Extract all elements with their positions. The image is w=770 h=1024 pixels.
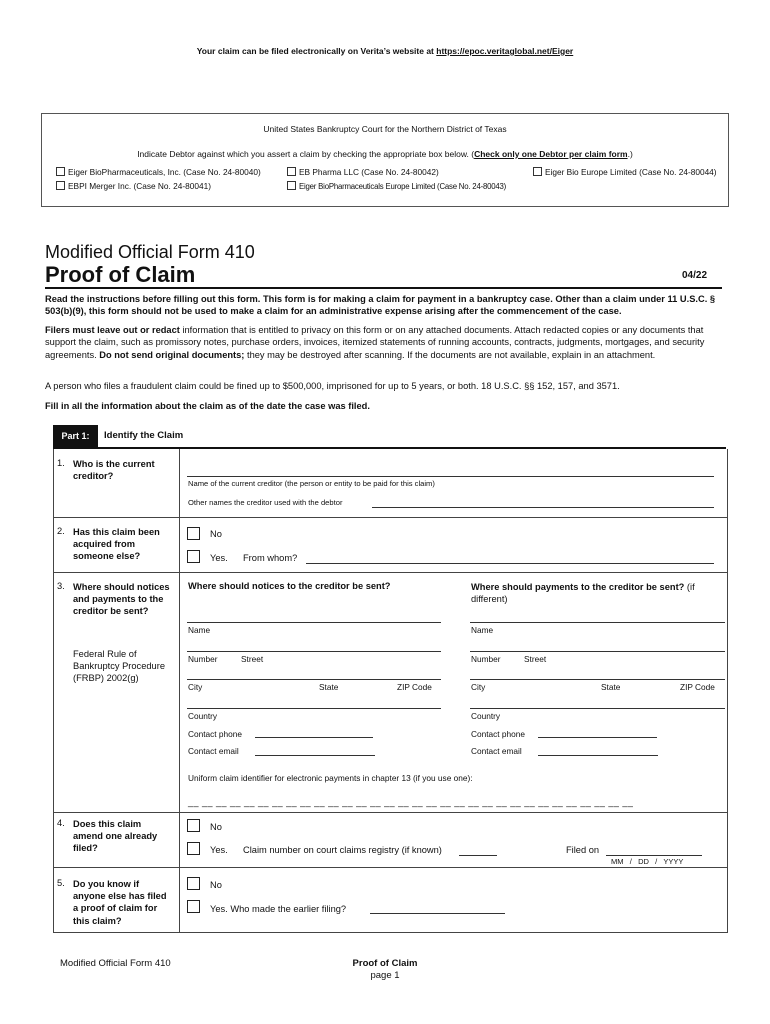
form-version-date: 04/22 bbox=[682, 270, 708, 281]
payments-heading-note: (if different) bbox=[471, 582, 695, 605]
other-filing-no-label: No bbox=[210, 880, 222, 890]
acquired-yes-checkbox[interactable] bbox=[187, 550, 200, 563]
instructions-intro: Read the instructions before filling out this form. This form is for making a claim for payment in a bankruptcy case. Other than a claim under 11 U.S.C. § 503(b)(9), this form should not be used to make a claim for an administrative expense arising after the commencement of the case. bbox=[45, 294, 716, 317]
notice-email-label: Contact email bbox=[188, 746, 239, 756]
notice-name-label: Name bbox=[188, 625, 211, 635]
footer-form-name: Modified Official Form 410 bbox=[60, 958, 171, 969]
form-subtitle: Modified Official Form 410 bbox=[45, 242, 255, 262]
fill-instruction: Fill in all the information about the claim as of the date the case was filed. bbox=[45, 401, 370, 411]
uci-field[interactable]: __ __ __ __ __ __ __ __ __ __ __ __ __ __ __ __ __ __ __ __ __ __ __ __ __ __ __ __ __ __ __ __ bbox=[188, 797, 634, 807]
debtor-instruction bbox=[42, 149, 728, 159]
debtor-label: Eiger Bio Europe Limited (Case No. 24-80044) bbox=[545, 167, 717, 177]
notice-name-field[interactable] bbox=[187, 622, 441, 623]
filing-website-link[interactable]: https://epoc.veritaglobal.net/Eiger bbox=[436, 46, 574, 56]
payment-city-label: City bbox=[471, 682, 486, 692]
filed-on-label: Filed on bbox=[566, 845, 600, 855]
other-filing-yes-checkbox[interactable] bbox=[187, 900, 200, 913]
payment-email-field[interactable] bbox=[538, 755, 658, 756]
other-names-label: Other names the creditor used with the debtor bbox=[188, 498, 343, 507]
notice-state-label: State bbox=[319, 682, 339, 692]
payment-street-field[interactable] bbox=[470, 651, 725, 652]
payment-city-field[interactable] bbox=[470, 679, 725, 680]
debtor-option-eb-pharma[interactable] bbox=[287, 167, 439, 177]
payment-state-label: State bbox=[601, 682, 621, 692]
question-number: 2. bbox=[57, 526, 65, 536]
debtor-label: Eiger BioPharmaceuticals Europe Limited (Case No. 24-80043) bbox=[299, 182, 507, 191]
notice-street-label: Street bbox=[241, 654, 264, 664]
payment-country-label: Country bbox=[471, 711, 501, 721]
footer-title: Proof of Claim bbox=[352, 958, 418, 969]
question-other-filing: Do you know if anyone else has filed a proof of claim for this claim? bbox=[73, 879, 167, 926]
page-number: page 1 bbox=[370, 970, 400, 981]
privacy-emphasis: Filers must leave out or redact bbox=[45, 325, 180, 335]
other-filing-no-checkbox[interactable] bbox=[187, 877, 200, 890]
earlier-filer-field[interactable] bbox=[370, 913, 505, 914]
row-separator bbox=[53, 517, 728, 518]
debtor-label: Eiger BioPharmaceuticals, Inc. (Case No. 24-80040) bbox=[68, 167, 261, 177]
frbp-rule-reference: Federal Rule of Bankruptcy Procedure (FRBP) 2002(g) bbox=[73, 649, 165, 684]
notice-email-field[interactable] bbox=[255, 755, 375, 756]
other-names-field[interactable] bbox=[372, 507, 714, 508]
checkbox-icon[interactable] bbox=[533, 167, 542, 176]
notice-city-field[interactable] bbox=[187, 679, 441, 680]
question-number: 5. bbox=[57, 878, 65, 888]
privacy-text: information that is entitled to privacy on this form or on any attached documents. Attach redacted copies or any documents that support the claim, such as promissory notes, purchase orders, invoices, itemized statements of running accounts, contracts, judgments, mortgages, and security agreements. bbox=[45, 325, 705, 360]
original-docs-warning: Do not send original documents; bbox=[99, 349, 245, 360]
notice-phone-label: Contact phone bbox=[188, 729, 242, 739]
creditor-name-field[interactable] bbox=[187, 476, 714, 477]
part-1-title: Identify the Claim bbox=[104, 430, 184, 441]
checkbox-icon[interactable] bbox=[287, 167, 296, 176]
notice-city-label: City bbox=[188, 682, 203, 692]
uci-label: Uniform claim identifier for electronic payments in chapter 13 (if you use one): bbox=[188, 773, 473, 783]
notice-zip-label: ZIP Code bbox=[397, 682, 432, 692]
other-filing-yes-label: Yes. Who made the earlier filing? bbox=[210, 904, 347, 914]
notice-country-field[interactable] bbox=[187, 708, 441, 709]
question-claim-acquired: Has this claim been acquired from someone else? bbox=[73, 527, 160, 562]
amend-no-checkbox[interactable] bbox=[187, 819, 200, 832]
acquired-no-label: No bbox=[210, 529, 222, 539]
from-whom-field[interactable] bbox=[306, 563, 714, 564]
payment-zip-label: ZIP Code bbox=[680, 682, 715, 692]
claim-number-field[interactable] bbox=[459, 855, 497, 856]
payment-street-label: Street bbox=[524, 654, 547, 664]
electronic-filing-notice bbox=[0, 46, 770, 56]
acquired-yes-label: Yes. bbox=[210, 553, 228, 563]
payments-heading-text: Where should payments to the creditor be sent? bbox=[471, 582, 685, 592]
question-current-creditor: Who is the current creditor? bbox=[73, 459, 155, 482]
notice-number-label: Number bbox=[188, 654, 218, 664]
row-separator bbox=[53, 572, 728, 573]
debtor-selection-box bbox=[41, 113, 729, 207]
form-title: Proof of Claim bbox=[45, 262, 196, 287]
from-whom-label: From whom? bbox=[243, 553, 298, 563]
amend-yes-label: Yes. bbox=[210, 845, 228, 855]
debtor-option-eiger-bio-europe[interactable] bbox=[533, 167, 717, 177]
question-notices-payments: Where should notices and payments to the creditor be sent? bbox=[73, 582, 170, 617]
notice-street-field[interactable] bbox=[187, 651, 441, 652]
filed-on-date-field[interactable] bbox=[606, 855, 702, 856]
question-amend-claim: Does this claim amend one already filed? bbox=[73, 819, 158, 854]
notice-phone-field[interactable] bbox=[255, 737, 373, 738]
notice-text: Your claim can be filed electronically on Verita’s website at bbox=[196, 46, 437, 56]
payment-name-label: Name bbox=[471, 625, 494, 635]
debtor-label: EBPI Merger Inc. (Case No. 24-80041) bbox=[68, 181, 211, 191]
question-number: 1. bbox=[57, 458, 65, 468]
creditor-name-label: Name of the current creditor (the person or entity to be paid for this claim) bbox=[188, 479, 435, 488]
debtor-option-ebpi-merger[interactable] bbox=[56, 181, 211, 191]
amend-no-label: No bbox=[210, 822, 222, 832]
debtor-option-eiger-biopharma[interactable] bbox=[56, 167, 261, 177]
debtor-label: EB Pharma LLC (Case No. 24-80042) bbox=[299, 167, 439, 177]
court-title: United States Bankruptcy Court for the Northern District of Texas bbox=[263, 124, 507, 134]
fraud-warning: A person who files a fraudulent claim could be fined up to $500,000, imprisoned for up to 5 years, or both. 18 U.S.C. §§ 152, 157, and 3571. bbox=[45, 381, 620, 391]
payment-country-field[interactable] bbox=[470, 708, 725, 709]
acquired-no-checkbox[interactable] bbox=[187, 527, 200, 540]
part-1-tab: Part 1: bbox=[53, 425, 98, 447]
payment-number-label: Number bbox=[471, 654, 501, 664]
instruction-emphasis: Check only one Debtor per claim form bbox=[474, 149, 628, 159]
debtor-option-eiger-biopharma-europe[interactable] bbox=[287, 181, 506, 191]
amend-yes-checkbox[interactable] bbox=[187, 842, 200, 855]
payment-phone-label: Contact phone bbox=[471, 729, 525, 739]
claim-number-label: Claim number on court claims registry (if known) bbox=[243, 845, 442, 855]
column-divider bbox=[179, 449, 180, 932]
question-number: 4. bbox=[57, 818, 65, 828]
instruction-text: Indicate Debtor against which you assert a claim by checking the appropriate box below. ( bbox=[137, 149, 475, 159]
privacy-instructions bbox=[45, 324, 725, 361]
title-divider bbox=[45, 287, 722, 289]
instruction-end: .) bbox=[627, 149, 633, 159]
footer-center bbox=[300, 958, 470, 982]
checkbox-icon[interactable] bbox=[56, 181, 65, 190]
notice-country-label: Country bbox=[188, 711, 218, 721]
checkbox-icon[interactable] bbox=[56, 167, 65, 176]
payment-phone-field[interactable] bbox=[538, 737, 657, 738]
row-separator bbox=[53, 867, 728, 868]
payment-name-field[interactable] bbox=[470, 622, 725, 623]
question-number: 3. bbox=[57, 581, 65, 591]
row-separator bbox=[53, 812, 728, 813]
payments-heading bbox=[471, 581, 721, 606]
notices-heading: Where should notices to the creditor be sent? bbox=[188, 581, 391, 591]
privacy-text-end: they may be destroyed after scanning. If the documents are not available, explain in an attachment. bbox=[244, 349, 656, 360]
date-format-hint: MM / DD / YYYY bbox=[611, 857, 684, 866]
payment-email-label: Contact email bbox=[471, 746, 522, 756]
checkbox-icon[interactable] bbox=[287, 181, 296, 190]
